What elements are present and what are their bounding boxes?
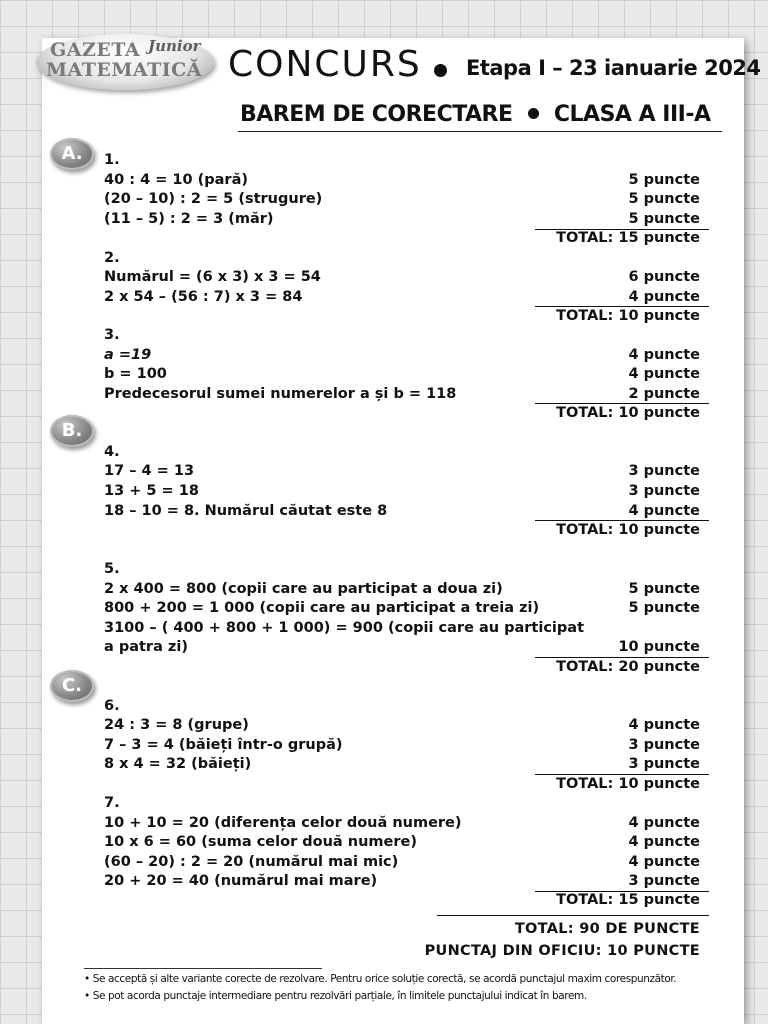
row-text: 2 x 400 = 800 (copii care au participat a doua zi) (104, 581, 503, 597)
subtotal: TOTAL: 10 puncte (556, 522, 700, 538)
row-text: a patra zi) (104, 639, 188, 655)
scoring-row (104, 287, 700, 307)
bullet-dot-icon (434, 64, 447, 77)
row-text: 800 + 200 = 1 000 (copii care au participat a treia zi) (104, 600, 540, 616)
row-points: 5 puncte (628, 600, 700, 616)
row-text: Predecesorul sumei numerelor a și b = 118 (104, 386, 457, 402)
section-badge-c: C. (50, 670, 94, 702)
row-points: 10 puncte (618, 639, 700, 655)
title-underline (238, 131, 722, 132)
row-points: 4 puncte (628, 347, 700, 363)
scoring-row (104, 209, 700, 229)
scoring-row (104, 715, 700, 735)
row-text: 3. (104, 327, 120, 343)
footnote: • Se pot acorda punctaje intermediare pentru rezolvări parțiale, în limitele punctajului indicat în barem. (84, 990, 587, 1002)
footnote: • Se acceptă și alte variante corecte de rezolvare. Pentru orice soluție corectă, se acordă punctajul maxim corespunzător. (84, 973, 677, 985)
row-text: 40 : 4 = 10 (pară) (104, 172, 248, 188)
problem-heading (104, 248, 700, 268)
scoring-row (104, 384, 700, 404)
row-text: 10 x 6 = 60 (suma celor două numere) (104, 834, 417, 850)
row-points: 5 puncte (628, 581, 700, 597)
row-text: a =19 (104, 347, 152, 363)
scoring-row (104, 618, 700, 638)
row-text: 8 x 4 = 32 (băieți) (104, 756, 252, 772)
problem-heading (104, 696, 700, 716)
row-points: 5 puncte (628, 191, 700, 207)
row-points: 4 puncte (628, 854, 700, 870)
subtotal: TOTAL: 10 puncte (556, 308, 700, 324)
logo-line2: MATEMATICĂ (46, 59, 202, 81)
row-text: 20 + 20 = 40 (numărul mai mare) (104, 873, 378, 889)
problem-heading (104, 325, 700, 345)
row-text: Numărul = (6 x 3) x 3 = 54 (104, 269, 321, 285)
grand-total: TOTAL: 90 DE PUNCTE (514, 921, 700, 937)
row-text: 17 – 4 = 13 (104, 463, 195, 479)
barem-label: BAREM DE CORECTARE (240, 102, 513, 127)
subtotal: TOTAL: 10 puncte (556, 405, 700, 421)
subtotal: TOTAL: 15 puncte (556, 230, 700, 246)
stage-date: Etapa I – 23 ianuarie 2024 (466, 56, 761, 80)
row-text: (11 – 5) : 2 = 3 (măr) (104, 211, 274, 227)
row-text: 2 x 54 – (56 : 7) x 3 = 84 (104, 289, 303, 305)
row-text: 6. (104, 698, 120, 714)
row-text: 2. (104, 250, 120, 266)
oficiu-points: PUNCTAJ DIN OFICIU: 10 PUNCTE (424, 943, 700, 959)
row-points: 3 puncte (628, 873, 700, 889)
scoring-row (104, 579, 700, 599)
problem-heading (104, 793, 700, 813)
scoring-row (104, 189, 700, 209)
row-points: 3 puncte (628, 756, 700, 772)
row-points: 4 puncte (628, 815, 700, 831)
class-label: CLASA A III-A (553, 102, 711, 127)
row-text: b = 100 (104, 366, 167, 382)
row-points: 4 puncte (628, 366, 700, 382)
row-points: 5 puncte (628, 211, 700, 227)
section-badge-a: A. (50, 138, 94, 170)
scoring-row (104, 364, 700, 384)
logo-line1: GAZETA (50, 39, 141, 61)
row-text: 1. (104, 152, 120, 168)
scoring-row (104, 345, 700, 365)
contest-title: CONCURS (228, 44, 422, 85)
section-badge-b: B. (50, 415, 94, 447)
page-title (240, 102, 711, 127)
logo-junior: Junior (148, 37, 201, 55)
row-text: 24 : 3 = 8 (grupe) (104, 717, 249, 733)
scoring-row (104, 598, 700, 618)
row-points: 4 puncte (628, 717, 700, 733)
problem-heading (104, 559, 700, 579)
scoring-row (104, 501, 700, 521)
row-text: 7 – 3 = 4 (băieți într-o grupă) (104, 737, 343, 753)
row-text: 3100 – ( 400 + 800 + 1 000) = 900 (copii care au participat (104, 620, 584, 636)
row-text: 5. (104, 561, 120, 577)
scoring-row (104, 637, 700, 657)
row-points: 3 puncte (628, 483, 700, 499)
subtotal: TOTAL: 15 puncte (556, 892, 700, 908)
scoring-row (104, 871, 700, 891)
scoring-row (104, 754, 700, 774)
scoring-row (104, 813, 700, 833)
row-points: 3 puncte (628, 737, 700, 753)
notes-divider (84, 968, 322, 969)
gazeta-matematica-junior-logo (36, 34, 214, 90)
row-points: 6 puncte (628, 269, 700, 285)
row-text: 7. (104, 795, 120, 811)
bullet-dot-icon (528, 108, 539, 119)
grand-total-rule (437, 915, 709, 916)
row-points: 4 puncte (628, 503, 700, 519)
row-text: 4. (104, 444, 120, 460)
scoring-row (104, 170, 700, 190)
row-text: 10 + 10 = 20 (diferența celor două numere) (104, 815, 462, 831)
row-text: 18 – 10 = 8. Numărul căutat este 8 (104, 503, 388, 519)
scoring-row (104, 735, 700, 755)
scoring-row (104, 481, 700, 501)
subtotal: TOTAL: 20 puncte (556, 659, 700, 675)
row-points: 3 puncte (628, 463, 700, 479)
scoring-row (104, 832, 700, 852)
problem-heading (104, 442, 700, 462)
row-points: 2 puncte (628, 386, 700, 402)
row-text: (20 – 10) : 2 = 5 (strugure) (104, 191, 323, 207)
row-points: 4 puncte (628, 289, 700, 305)
row-text: 13 + 5 = 18 (104, 483, 199, 499)
problem-heading (104, 150, 700, 170)
scoring-row (104, 267, 700, 287)
row-points: 5 puncte (628, 172, 700, 188)
scoring-row (104, 852, 700, 872)
scoring-row (104, 461, 700, 481)
row-points: 4 puncte (628, 834, 700, 850)
row-text: (60 – 20) : 2 = 20 (numărul mai mic) (104, 854, 399, 870)
subtotal: TOTAL: 10 puncte (556, 776, 700, 792)
